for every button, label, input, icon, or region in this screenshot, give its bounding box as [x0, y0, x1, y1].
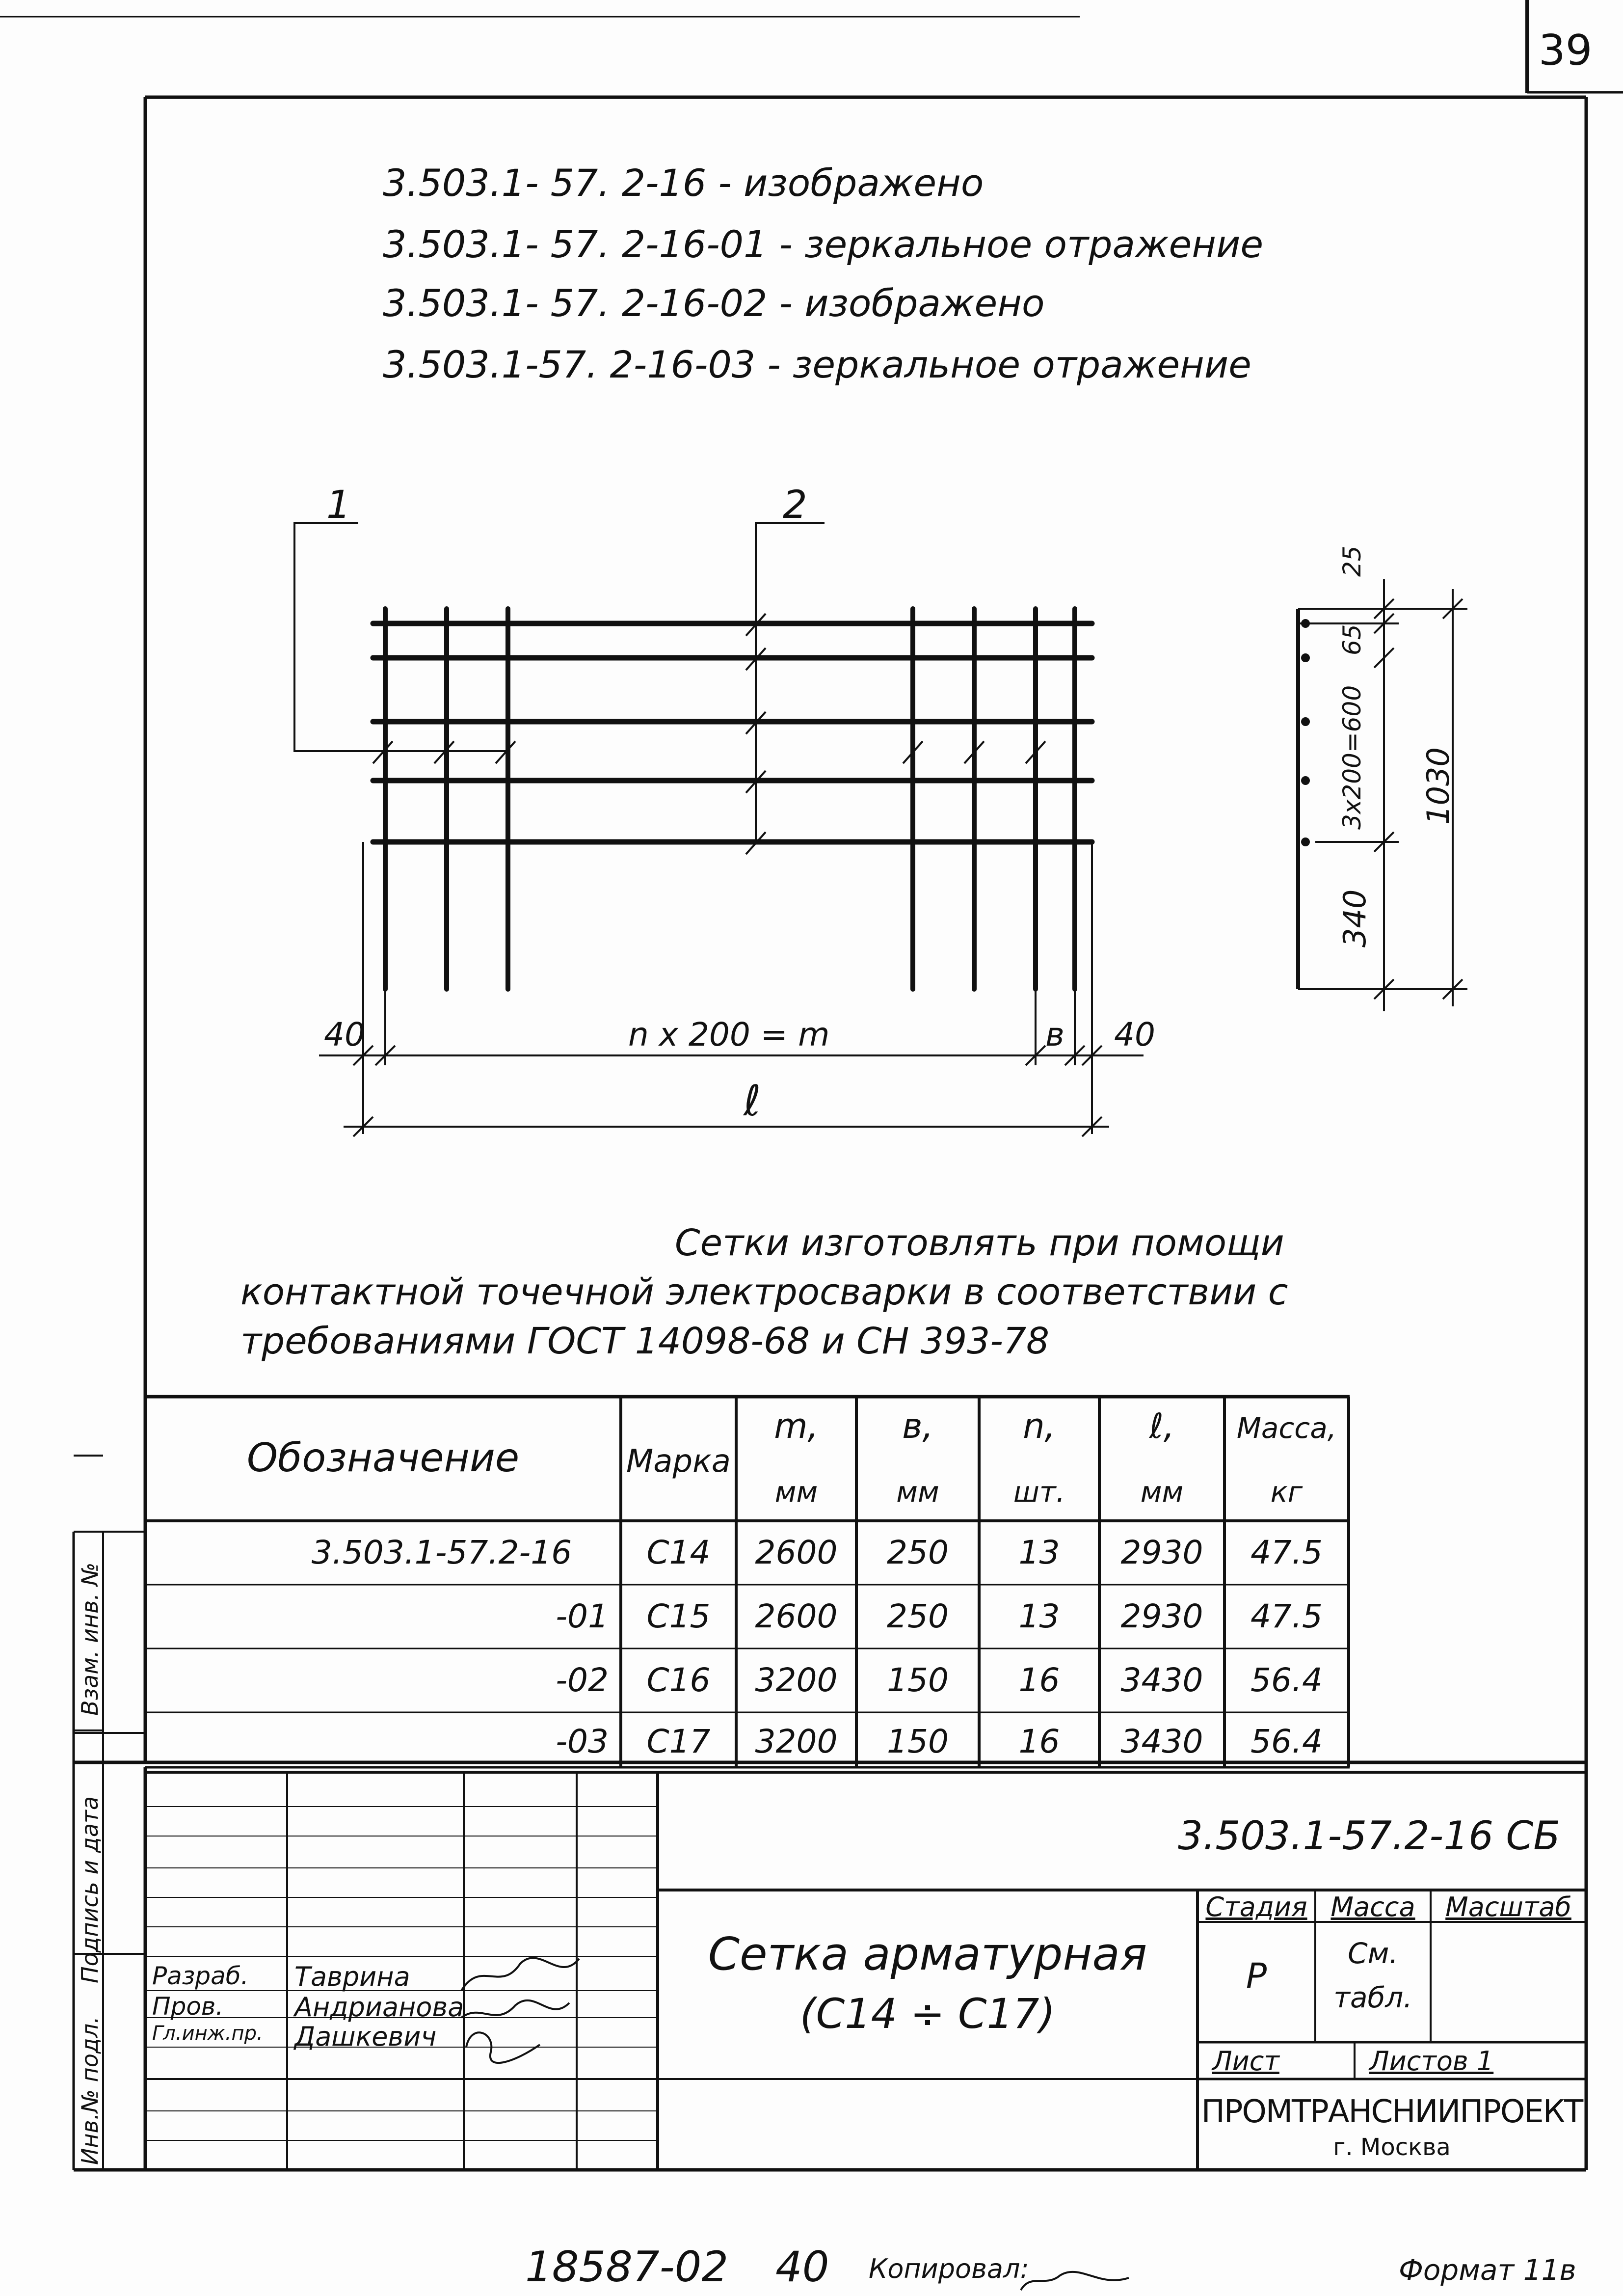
header-l-unit: мм	[1140, 1475, 1184, 1509]
cell-l: 3430	[1120, 1723, 1203, 1760]
sheets-label: Листов 1	[1369, 2046, 1494, 2077]
cell-l: 3430	[1120, 1661, 1203, 1699]
footer-page: 40	[775, 2242, 829, 2292]
side-dim-65: 65	[1338, 624, 1366, 655]
stamp-vzam-inv: Взам. инв. №	[77, 1562, 103, 1716]
cell-b: 150	[887, 1661, 949, 1699]
city: г. Москва	[1333, 2134, 1451, 2161]
scale-label: Масштаб	[1445, 1891, 1571, 1922]
organization: ПРОМТРАНСНИИПРОЕКТ	[1201, 2094, 1583, 2130]
role-label: Разраб.	[152, 1962, 249, 1990]
mass-value-2: табл.	[1333, 1981, 1412, 2014]
cell-b: 250	[887, 1597, 949, 1635]
note-line: Сетки изготовлять при помощи	[675, 1222, 1284, 1264]
callout-1: 1	[326, 483, 351, 527]
stage-label: Стадия	[1205, 1891, 1307, 1922]
cell-l: 2930	[1120, 1534, 1203, 1571]
header-mass: Масса,	[1236, 1411, 1337, 1445]
cell-designation: -03	[556, 1723, 609, 1760]
footer-copied: Копировал:	[869, 2253, 1029, 2284]
cell-n: 16	[1018, 1723, 1060, 1760]
cell-mass: 56.4	[1251, 1723, 1323, 1760]
side-dim-600: 3x200=600	[1338, 685, 1366, 830]
mass-value: См.	[1348, 1937, 1398, 1970]
stamp-sign-date: Подпись и дата	[77, 1796, 103, 1983]
note-line: контактной точечной электросварки в соответствии с	[240, 1271, 1288, 1313]
side-dim-25: 25	[1338, 545, 1366, 577]
header-m-unit: мм	[774, 1475, 818, 1509]
variant-item: 3.503.1-57. 2-16-03 - зеркальное отражение	[383, 343, 1251, 386]
note-line: требованиями ГОСТ 14098-68 и СН 393-78	[240, 1320, 1050, 1362]
footer-number: 18587-02	[525, 2242, 729, 2292]
dim-right: 40	[1114, 1016, 1155, 1053]
cell-mark: С15	[646, 1597, 711, 1635]
header-b-unit: мм	[896, 1475, 939, 1509]
header-m: m,	[774, 1406, 819, 1446]
stage-value: Р	[1246, 1956, 1267, 1996]
variant-item: 3.503.1- 57. 2-16-02 - изображено	[383, 281, 1045, 325]
role-label: Пров.	[152, 1992, 224, 2021]
dim-left: 40	[324, 1016, 365, 1053]
side-dim-1030: 1030	[1420, 747, 1456, 825]
cell-m: 3200	[755, 1723, 838, 1760]
cell-mass: 56.4	[1251, 1661, 1323, 1699]
role-name: Таврина	[294, 1961, 410, 1992]
role-name: Дашкевич	[294, 2021, 437, 2052]
cell-m: 2600	[755, 1597, 838, 1635]
doc-code: 3.503.1-57.2-16 СБ	[1178, 1813, 1561, 1859]
footer-format: Формат 11в	[1399, 2253, 1576, 2287]
drawing-subtitle: (С14 ÷ С17)	[799, 1990, 1056, 2038]
role-name: Андрианова	[294, 1992, 464, 2023]
header-n: n,	[1023, 1406, 1056, 1446]
cell-b: 150	[887, 1723, 949, 1760]
cell-mass: 47.5	[1251, 1597, 1323, 1635]
side-dim-340: 340	[1337, 889, 1373, 947]
cell-m: 2600	[755, 1534, 838, 1571]
role-label: Гл.инж.пр.	[152, 2022, 263, 2045]
cell-b: 250	[887, 1534, 949, 1571]
dim-total: ℓ	[744, 1077, 761, 1126]
cell-l: 2930	[1120, 1597, 1203, 1635]
header-mark: Марка	[626, 1443, 731, 1480]
stamp-inv-podl: Инв.№ подл.	[77, 2016, 103, 2165]
cell-mark: С14	[646, 1534, 711, 1571]
cell-m: 3200	[755, 1661, 838, 1699]
cell-n: 13	[1018, 1597, 1060, 1635]
variant-item: 3.503.1- 57. 2-16 - изображено	[383, 161, 984, 205]
header-b: в,	[902, 1406, 933, 1446]
cell-mass: 47.5	[1251, 1534, 1323, 1571]
cell-mark: С16	[646, 1661, 711, 1699]
sheet-label: Лист	[1212, 2046, 1279, 2077]
header-n-unit: шт.	[1013, 1475, 1065, 1509]
callout-2: 2	[783, 483, 807, 527]
cell-designation: -02	[556, 1661, 609, 1699]
drawing-title: Сетка арматурная	[708, 1928, 1147, 1980]
cell-designation: 3.503.1-57.2-16	[311, 1534, 572, 1571]
cell-n: 16	[1018, 1661, 1060, 1699]
mass-label: Масса	[1330, 1891, 1415, 1922]
variant-item: 3.503.1- 57. 2-16-01 - зеркальное отражение	[383, 222, 1264, 266]
header-mass-unit: кг	[1270, 1475, 1303, 1509]
dim-middle: n x 200 = m	[628, 1016, 830, 1053]
header-l: ℓ,	[1149, 1406, 1175, 1446]
header-designation: Обозначение	[246, 1435, 520, 1481]
cell-n: 13	[1018, 1534, 1060, 1571]
cell-mark: С17	[646, 1723, 711, 1760]
cell-designation: -01	[556, 1597, 609, 1635]
sheet-number: 39	[1539, 26, 1593, 75]
dim-b: в	[1045, 1016, 1064, 1053]
